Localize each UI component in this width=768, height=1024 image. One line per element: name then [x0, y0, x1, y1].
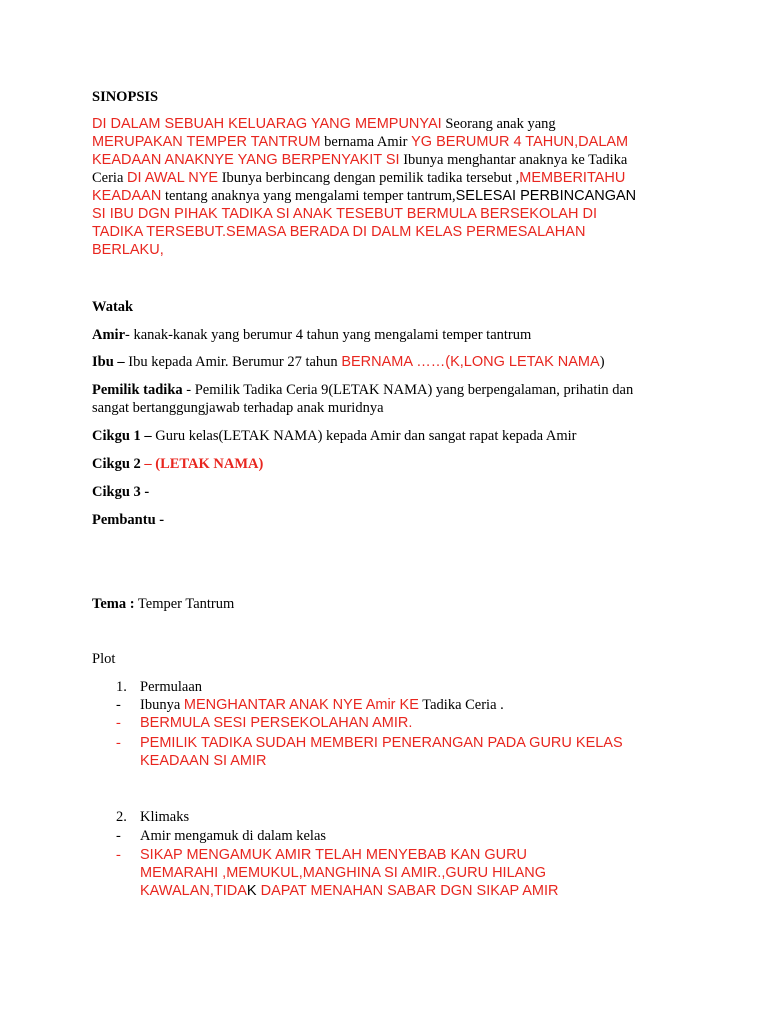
sinopsis-line-6: SI IBU DGN PIHAK TADIKA SI ANAK TESEBUT BERMULA BERSEKOLAH DI — [92, 206, 597, 222]
watak-pemilik: Pemilik tadika - Pemilik Tadika Ceria 9(LETAK NAMA) yang berpengalaman, prihatin dan — [92, 382, 634, 398]
sinopsis-line-3: KEADAAN ANAKNYE YANG BERPENYAKIT SI Ibunya menghantar anaknya ke Tadika — [92, 152, 628, 168]
tema-line: Tema : Temper Tantrum — [92, 596, 235, 612]
sinopsis-line-1: DI DALAM SEBUAH KELUARAG YANG MEMPUNYAI Seorang anak yang — [92, 116, 556, 132]
sinopsis-line-8: BERLAKU, — [92, 242, 164, 258]
sinopsis-heading: SINOPSIS — [92, 89, 159, 105]
sinopsis-line-7: TADIKA TERSEBUT.SEMASA BERADA DI DALM KELAS PERMESALAHAN — [92, 224, 586, 240]
sinopsis-line-2: MERUPAKAN TEMPER TANTRUM bernama Amir YG BERUMUR 4 TAHUN,DALAM — [92, 134, 629, 150]
watak-pemilik-line-2: sangat bertanggungjawab terhadap anak muridnya — [92, 400, 384, 416]
watak-heading: Watak — [92, 299, 134, 315]
watak-cikgu-2: Cikgu 2 – (LETAK NAMA) — [92, 456, 264, 472]
watak-cikgu-1: Cikgu 1 – Guru kelas(LETAK NAMA) kepada Amir dan sangat rapat kepada Amir — [92, 428, 577, 444]
sinopsis-line-5: KEADAAN tentang anaknya yang mengalami temper tantrum,SELESAI PERBINCANGAN — [92, 188, 637, 204]
sinopsis-line-4: Ceria DI AWAL NYE Ibunya berbincang dengan pemilik tadika tersebut ,MEMBERITAHU — [92, 170, 626, 186]
watak-pembantu: Pembantu - — [92, 512, 165, 528]
plot-heading: Plot — [92, 651, 116, 667]
watak-amir: Amir- kanak-kanak yang berumur 4 tahun yang mengalami temper tantrum — [92, 327, 532, 343]
watak-cikgu-3: Cikgu 3 - — [92, 484, 150, 500]
watak-ibu: Ibu – Ibu kepada Amir. Berumur 27 tahun BERNAMA ……(K,LONG LETAK NAMA) — [92, 354, 605, 370]
